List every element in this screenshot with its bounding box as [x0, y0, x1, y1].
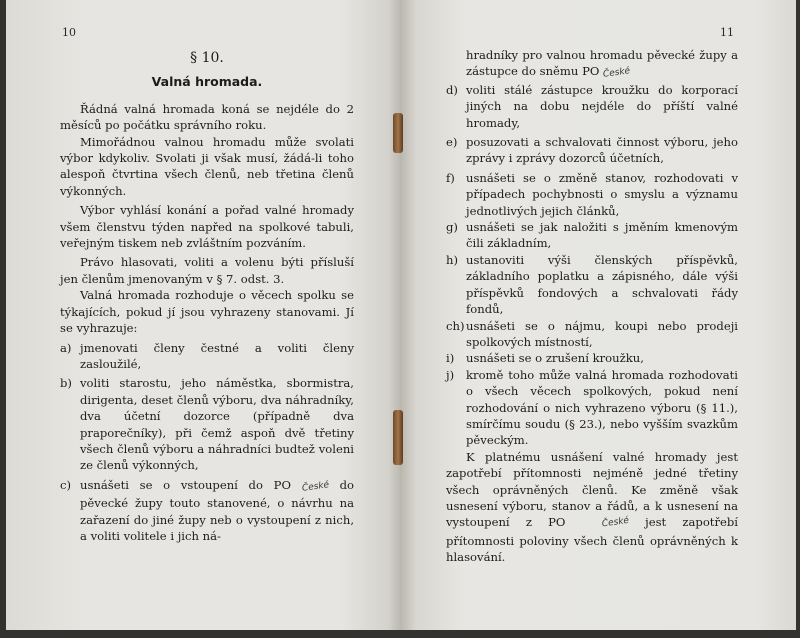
list-item-ch: ch) usnášeti se o nájmu, koupi nebo prodeji spolkových místností,	[446, 318, 738, 349]
final-paragraph: K platnému usnášení valné hromady jest zapotřebí přítomnosti nejméně jedné třetiny všech oprávněných členů. Ke změně však usnesení výboru, stanov a řádů, a k usnesení na vystoupení z PO České jest zapotřebí přítomnosti poloviny všech členů oprávněných k hlasování.	[446, 449, 738, 565]
paragraph-4: Právo hlasovati, voliti a volenu býti přísluší jen členům jmenovaným v § 7. odst. 3.	[60, 255, 354, 286]
list-item-a: a) jmenovati členy čestné a voliti členy zasloužilé,	[60, 340, 354, 371]
handwritten-note-right-1: České	[602, 66, 631, 81]
right-text-column	[446, 47, 738, 566]
continued-text: hradníky pro valnou hromadu pěvecké župy a zástupce do sněmu PO České	[446, 47, 738, 82]
list-item-h: h) ustanoviti výši členských příspěvků, základního poplatku a zápisného, dále výši příspěvků fondových a schvalovati řády fondů,	[446, 252, 738, 317]
list-item-j: j) kromě toho může valná hromada rozhodovati o všech věcech spolkových, pokud není rozhodování o nich vyhrazeno výboru (§ 11.), smírčímu soudu (§ 23.), nebo vyšším svazkům pěveckým.	[446, 367, 738, 448]
list-item-d: d) voliti stálé zástupce kroužku do korporací jiných na dobu nejdéle do příští valné hromady,	[446, 82, 738, 130]
list-item-i: i) usnášeti se o zrušení kroužku,	[446, 351, 644, 366]
handwritten-note-right-2: České	[600, 516, 630, 530]
paragraph-5: Valná hromada rozhoduje o věcech spolku se týkajících, pokud jí jsou vyhrazeny stanovami. Jí se vyhrazuje:	[60, 288, 354, 336]
page-number-right: 11	[720, 26, 734, 39]
paragraph-3: Výbor vyhlásí konání a pořad valné hromady všem členstvu týden napřed na spolkové tabuli, veřejným tiskem neb zvláštním pozváním.	[60, 203, 354, 251]
section-heading: § 10.	[190, 50, 224, 66]
section-title: Valná hromada.	[151, 74, 263, 90]
paragraph-2: Mimořádnou valnou hromadu může svolati výbor kdykoliv. Svolati ji však musí, žádá-li toho alespoň čtvrtina všech členů, neb třetina členů výkonných.	[60, 134, 354, 198]
list-item-g: g) usnášeti se jak naložiti s jměním kmenovým čili základním,	[446, 220, 738, 251]
right-page	[400, 0, 796, 630]
list-item-f: f) usnášeti se o změně stanov, rozhodovati v případech pochybnosti o smyslu a významu jednotlivých jejich článků,	[446, 170, 738, 218]
left-page	[6, 0, 400, 630]
list-item-e: e) posuzovati a schvalovati činnost výboru, jeho zprávy i zprávy dozorců účetních,	[446, 135, 738, 166]
page-number-left: 10	[62, 26, 76, 39]
left-text-column	[60, 50, 354, 544]
handwritten-note-left: České	[301, 479, 330, 494]
staple-bottom	[393, 410, 403, 465]
list-item-c: c) usnášeti se o vstoupení do PO České do pěvecké župy touto stanovené, o návrhu na zařazení do jiné župy neb o vystoupení z nich, a voliti volitele i jich ná-	[60, 477, 354, 543]
paragraph-1: Řádná valná hromada koná se nejdéle do 2 měsíců po počátku správního roku.	[60, 101, 354, 133]
staple-top	[393, 113, 403, 153]
list-item-b: b) voliti starostu, jeho náměstka, sbormistra, dirigenta, deset členů výboru, dva náhradníky, dva účetní dozorce (případně dva praporečníky), při čemž aspoň dvě třetiny všech členů výboru a náhradníci budtež voleni ze členů výkonných,	[60, 376, 354, 473]
